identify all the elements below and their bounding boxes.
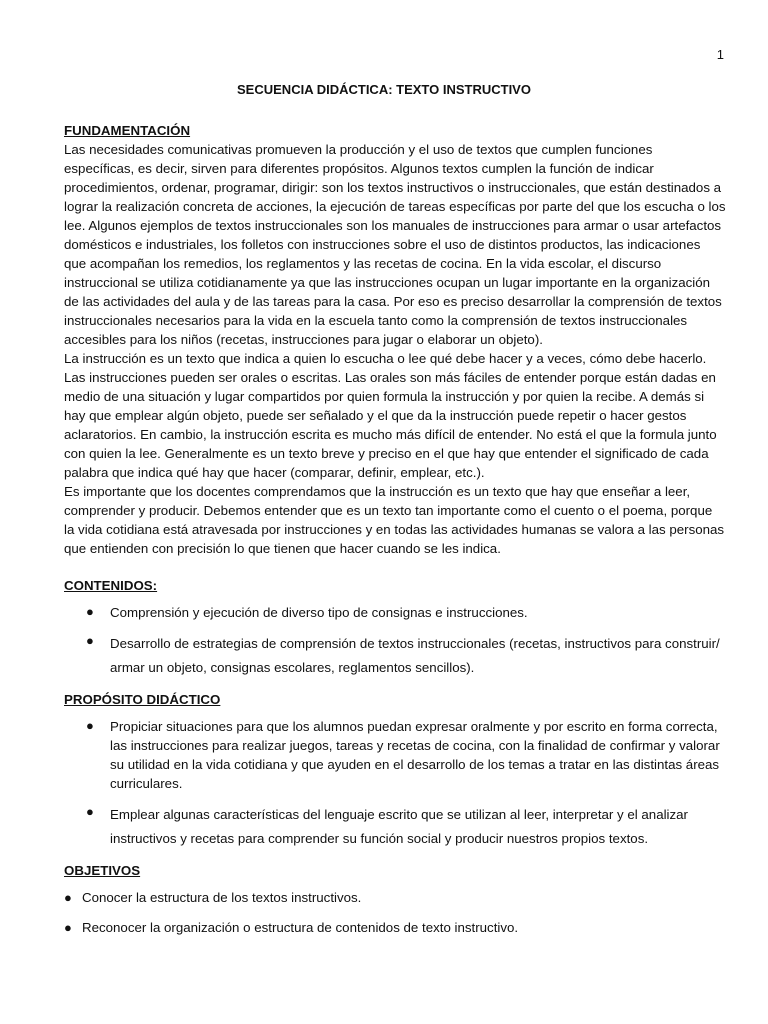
bullet-icon: ● xyxy=(86,804,94,819)
list-item-text: Comprensión y ejecución de diverso tipo de consignas e instrucciones. xyxy=(110,605,528,620)
bullet-icon: ● xyxy=(64,890,72,905)
section-objetivos xyxy=(64,861,726,937)
heading-fundamentacion: FUNDAMENTACIÓN xyxy=(64,123,191,138)
heading-objetivos: OBJETIVOS xyxy=(64,863,141,878)
paragraph: Es importante que los docentes comprendamos que la instrucción es un texto que hay que enseñar a leer, comprender y producir. Debemos entender que es un texto tan importante como el cuento o el poema, porque la vida cotidiana está atravesada por instrucciones y en todas las actividades humanas se valora a las personas que entienden con precisión lo que tienen que hacer cuando se les indica. xyxy=(64,484,725,556)
list-item-text: Emplear algunas características del lenguaje escrito que se utilizan al leer, interpretar y el analizar instructivos y recetas para comprender su función social y producir nuestros propios textos. xyxy=(110,807,688,846)
section-proposito xyxy=(64,690,726,851)
section-fundamentacion xyxy=(64,121,726,558)
page-number: 1 xyxy=(716,47,724,62)
list-item-text: Conocer la estructura de los textos instructivos. xyxy=(82,890,362,905)
list-item-text: Propiciar situaciones para que los alumnos puedan expresar oralmente y por escrito en forma correcta, las instrucciones para realizar juegos, tareas y recetas de cocina, con la finalidad de confirmar y valorar su utilidad en la vida cotidiana y que ayuden en el desarrollo de los temas a tratar en las distintas áreas curriculares. xyxy=(110,719,720,791)
contenidos-list xyxy=(64,601,726,680)
list-item xyxy=(64,888,726,907)
document-title: SECUENCIA DIDÁCTICA: TEXTO INSTRUCTIVO xyxy=(237,82,531,97)
bullet-icon: ● xyxy=(86,633,94,648)
list-item xyxy=(86,715,726,795)
list-item xyxy=(86,630,726,680)
list-item xyxy=(86,801,726,851)
heading-proposito: PROPÓSITO DIDÁCTICO xyxy=(64,692,221,707)
bullet-icon: ● xyxy=(86,604,94,619)
bullet-icon: ● xyxy=(86,718,94,733)
document-body xyxy=(64,121,726,948)
proposito-list xyxy=(64,715,726,851)
objetivos-list xyxy=(64,888,726,937)
list-item xyxy=(86,601,726,624)
section-contenidos xyxy=(64,576,726,680)
list-item-text: Reconocer la organización o estructura de contenidos de texto instructivo. xyxy=(82,920,519,935)
bullet-icon: ● xyxy=(64,920,72,935)
list-item xyxy=(64,918,726,937)
paragraph: La instrucción es un texto que indica a quien lo escucha o lee qué debe hacer y a veces, cómo debe hacerlo. Las instrucciones pueden ser orales o escritas. Las orales son más fáciles de entender porque están dadas en medio de una situación y lugar compartidos por quien formula la instrucción y por quien la recibe. A demás si hay que emplear algún objeto, puede ser señalado y el que da la instrucción puede repetir o hacer gestos aclaratorios. En cambio, la instrucción escrita es mucho más difícil de entender. No está el que la formula junto con quien la lee. Generalmente es un texto breve y preciso en el que hay que entender el significado de cada palabra que indica qué hay que hacer (comparar, definir, emplear, etc.). xyxy=(64,351,717,480)
list-item-text: Desarrollo de estrategias de comprensión de textos instruccionales (recetas, instructivos para construir/ armar un objeto, consignas escolares, reglamentos sencillos). xyxy=(110,636,720,675)
heading-contenidos: CONTENIDOS: xyxy=(64,578,158,593)
paragraph: Las necesidades comunicativas promueven la producción y el uso de textos que cumplen funciones específicas, es decir, sirven para diferentes propósitos. Algunos textos cumplen la función de indicar procedimientos, ordenar, programar, dirigir: son los textos instructivos o instruccionales, que están destinados a lograr la realización concreta de acciones, la ejecución de tareas específicas por parte del que los escucha o los lee. Algunos ejemplos de textos instruccionales son los manuales de instrucciones para armar o usar artefactos domésticos e industriales, los folletos con instrucciones sobre el uso de distintos productos, las indicaciones que acompañan los remedios, los reglamentos y las recetas de cocina. En la vida escolar, el discurso instruccional se utiliza cotidianamente ya que las instrucciones ocupan un lugar importante en la organización de las actividades del aula y de las tareas para la casa. Por eso es preciso desarrollar la comprensión de textos instruccionales necesarios para la vida en la escuela tanto como la comprensión de textos instruccionales accesibles para los niños (recetas, instrucciones para jugar o elaborar un objeto). xyxy=(64,142,726,347)
